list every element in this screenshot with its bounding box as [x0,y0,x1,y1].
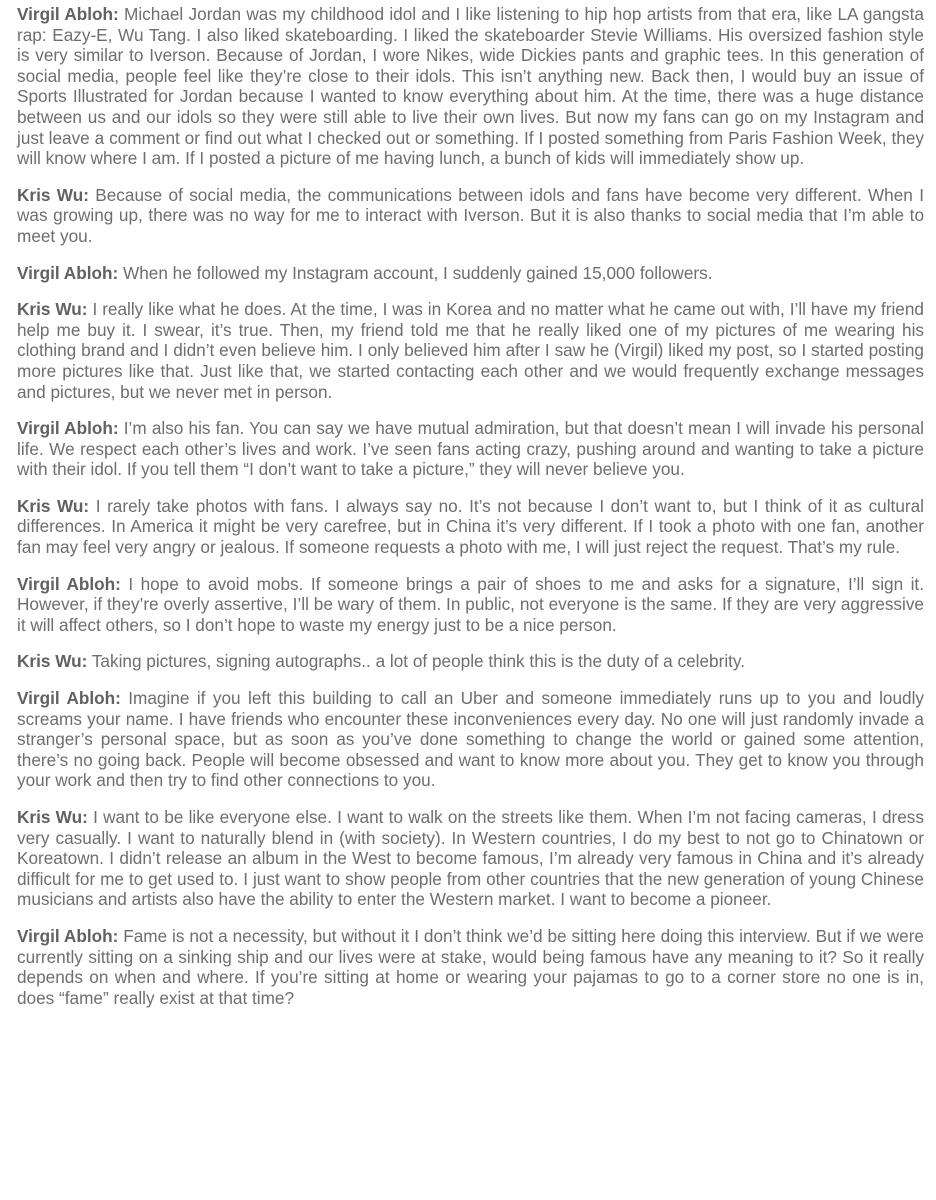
interview-paragraph [17,926,924,1008]
interview-paragraph [17,185,924,247]
speaker-name: Kris Wu: [17,651,88,672]
speaker-name: Kris Wu: [17,184,89,205]
speaker-name: Virgil Abloh: [17,573,121,594]
interview-paragraph [17,651,924,672]
paragraph-text: I’m also his fan. You can say we have mutual admiration, but that doesn’t mean I will invade his personal life. We respect each other’s lives and work. I’ve seen fans acting crazy, pushing around and wanting to take a picture with their idol. If you tell them “I don’t want to take a picture,” they will never believe you. [17,418,924,480]
interview-paragraph [17,807,924,910]
paragraph-text: Fame is not a necessity, but without it I don’t think we’d be sitting here doing this interview. But if we were currently sitting on a sinking ship and our lives were at stake, would being famous have any meaning to it? So it really depends on when and where. If you’re sitting at home or wearing your pajamas to go to a corner store no one is in, does “fame” really exist at that time? [17,925,924,1008]
speaker-name: Virgil Abloh: [17,418,119,439]
paragraph-text: Imagine if you left this building to call an Uber and someone immediately runs up to you and loudly screams your name. I have friends who encounter these inconveniences every day. No one will just randomly invade a stranger’s personal space, but as soon as you’ve done something to change the world or gained some attention, there’s no going back. People will become obsessed and want to know more about you. They get to know you through your work and then try to find other connections to you. [17,688,924,791]
paragraph-text: I really like what he does. At the time, I was in Korea and no matter what he came out with, I’ll have my friend help me buy it. I swear, it’s true. Then, my friend told me that he really liked one of my pictures of me wearing his clothing brand and I didn’t even believe him. I only believed him after I saw he (Virgil) liked my post, so I started posting more pictures like that. Just like that, we started contacting each other and we would frequently exchange messages and pictures, but we never met in person. [17,299,924,402]
paragraph-text: Taking pictures, signing autographs.. a lot of people think this is the duty of a celebrity. [91,651,746,672]
speaker-name: Kris Wu: [17,299,88,320]
interview-paragraph [17,4,924,169]
speaker-name: Kris Wu: [17,807,88,827]
speaker-name: Kris Wu: [17,495,90,516]
speaker-name: Virgil Abloh: [17,688,121,709]
paragraph-text: Because of social media, the communications between idols and fans have become very different. When I was growing up, there was no way for me to interact with Iverson. But it is also thanks to social media that I’m able to meet you. [17,184,924,246]
paragraph-text: I hope to avoid mobs. If someone brings a pair of shoes to me and asks for a signature, I’ll sign it. However, if they’re overly assertive, I’ll be wary of them. In public, not everyone is the same. If they are very aggressive it will affect others, so I don’t hope to waste my energy just to be a nice person. [17,573,924,635]
paragraph-text: I rarely take photos with fans. I always say no. It’s not because I don’t want to, but I think of it as cultural differences. In America it might be very carefree, but in China it’s very different. If I took a photo with one fan, another fan may feel very angry or jealous. If someone requests a photo with me, I will just reject the request. That’s my rule. [17,495,924,558]
speaker-name: Virgil Abloh: [17,925,119,946]
interview-paragraph [17,496,924,558]
paragraph-text: Michael Jordan was my childhood idol and I like listening to hip hop artists from that era, like LA gangsta rap: Eazy-E, Wu Tang. I also liked skateboarding. I liked the skateboarder Stevie Williams. His oversized fashion style is very similar to Iverson. Because of Jordan, I wore Nikes, wide Dickies pants and graphic tees. In this generation of social media, people feel like they’re close to their idols. This isn’t anything new. Back then, I would buy an issue of Sports Illustrated for Jordan because I wanted to know everything about him. At the time, there was a huge distance between us and our idols so they were still able to live their own lives. But now my fans can go on my Instagram and just leave a comment or find out what I checked out or something. If I posted something from Paris Fashion Week, they will know where I am. If I posted a picture of me having lunch, a bunch of kids will immediately show up. [17,4,924,169]
interview-paragraph [17,263,924,284]
speaker-name: Virgil Abloh: [17,262,119,283]
paragraph-text: I want to be like everyone else. I want to walk on the streets like them. When I’m not facing cameras, I dress very casually. I want to naturally blend in (with society). In Western countries, I do my best to not go to Chinatown or Koreatown. I didn’t release an album in the West to become famous, I’m already very famous in China and it’s already difficult for me to get used to. I just want to show people from other countries that the new generation of young Chinese musicians and artists also have the ability to enter the Western market. I want to become a pioneer. [17,807,924,910]
paragraph-text: When he followed my Instagram account, I suddenly gained 15,000 followers. [123,262,713,283]
interview-paragraph [17,574,924,636]
interview-paragraph [17,418,924,480]
interview-paragraph [17,299,924,402]
interview-paragraph [17,688,924,791]
speaker-name: Virgil Abloh: [17,4,119,24]
